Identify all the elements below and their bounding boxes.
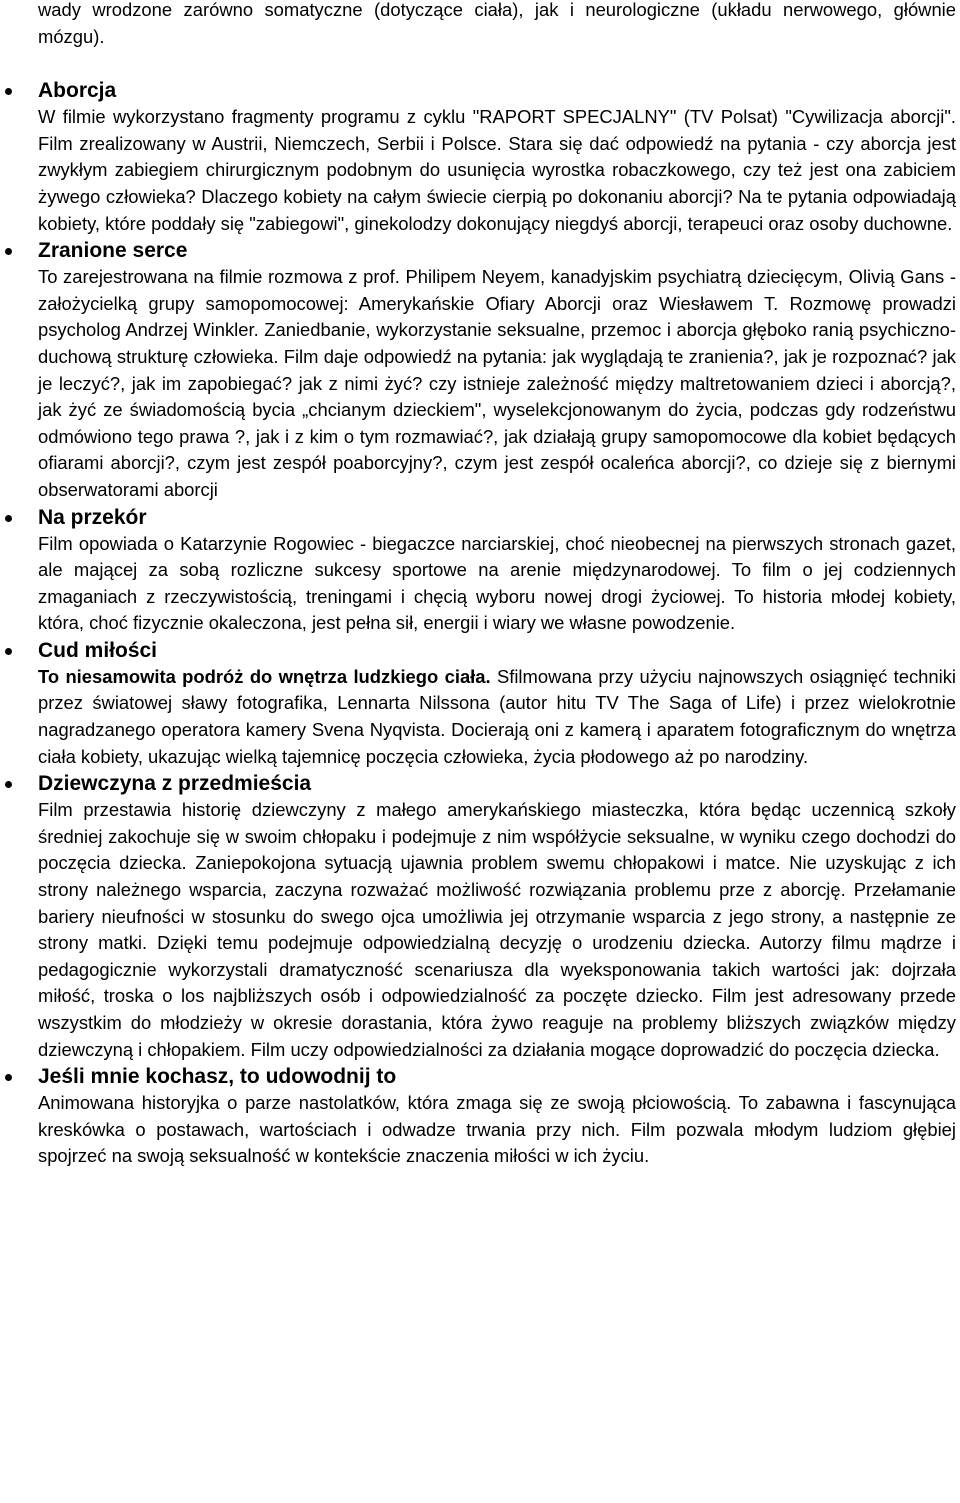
list-item-na-przekor	[38, 504, 956, 637]
item-text: To zarejestrowana na filmie rozmowa z prof. Philipem Neyem, kanadyjskim psychiatrą dziecięcym, Olivią Gans - założycielką grupy samopomocowej: Amerykańskie Ofiary Aborcji oraz Wiesławem T. Rozmowę prowadzi psycholog Andrzej Winkler. Zaniedbanie, wykorzystanie seksualne, przemoc i aborcja głęboko ranią psychiczno-duchową strukturę człowieka. Film daje odpowiedź na pytania: jak wyglądają te zranienia?, jak je rozpoznać? jak je leczyć?, jak im zapobiegać? jak z nimi żyć? czy istnieje zależność między maltretowaniem dzieci i aborcją?, jak żyć ze świadomością bycia „chcianym dzieckiem", wyselekcjonowanym do życia, podczas gdy rodzeństwu odmówiono tego prawa ?, jak i z kim o tym rozmawiać?, jak działają grupy samopomocowe dla kobiet będących ofiarami aborcji?, czym jest zespół poaborcyjny?, czym jest zespół ocaleńca aborcji?, co dzieje się z biernymi obserwatorami aborcji	[38, 266, 956, 500]
list-item-jesli-mnie-kochasz	[38, 1063, 956, 1170]
bullet-icon	[5, 781, 12, 788]
item-body	[38, 531, 956, 637]
bullet-icon	[5, 248, 12, 255]
item-title: Aborcja	[38, 79, 117, 103]
bullet-icon	[5, 88, 12, 95]
item-title: Zranione serce	[38, 239, 188, 263]
item-text: Film przestawia historię dziewczyny z małego amerykańskiego miasteczka, która będąc uczennicą szkoły średniej zakochuje się w swoim chłopaku i podejmuje z nim współżycie seksualne, w wyniku czego dochodzi do poczęcia dziecka. Zaniepokojona sytuacją ujawnia problem swemu chłopakowi i matce. Nie uzyskując z ich strony należnego wsparcia, zaczyna rozważać możliwość rozwiązania problemu prze z aborcję. Przełamanie bariery nieufności w stosunku do swego ojca umożliwia jej otrzymanie wsparcia z jego strony, a następnie ze strony matki. Dzięki temu podejmuje odpowiedzialną decyzję o urodzeniu dziecka. Autorzy filmu mądrze i pedagogicznie wykorzystali dramatyczność scenariusza dla wyeksponowania takich wartości jak: dojrzała miłość, troska o los najbliższych osób i odpowiedzialność za poczęte dziecko. Film jest adresowany przede wszystkim do młodzieży w okresie dorastania, która żywo reaguje na problemy bliższych związków między dziewczyną i chłopakiem. Film uczy odpowiedzialności za działania mogące doprowadzić do poczęcia dziecka.	[38, 799, 956, 1060]
bullet-icon	[5, 648, 12, 655]
item-text: Sfilmowana przy użyciu najnowszych osiągnięć techniki przez światowej sławy fotografika, Lennarta Nilssona (autor hitu TV The Saga of Life) i przez wielokrotnie nagradzanego operatora kamery Svena Nyqvista. Docierają oni z kamerą i aparatem fotograficznym do wnętrza ciała kobiety, ukazując wielką tajemnicę poczęcia człowieka, życia płodowego aż po narodziny.	[38, 665, 956, 767]
item-text: Animowana historyjka o parze nastolatków, która zmaga się ze swoją płciowością. To zabawna i fascynująca kreskówka o postawach, wartościach i odwadze trwania przy nich. Film pozwala młodym ludziom głębiej spojrzeć na swoją seksualność w kontekście znaczenia miłości w ich życiu.	[38, 1092, 956, 1167]
item-text: Film opowiada o Katarzynie Rogowiec - biegaczce narciarskiej, choć nieobecnej na pierwszych stronach gazet, ale mającej za sobą rozliczne sukcesy sportowe na arenie międzynarodowej. To film o jej codziennych zmaganiach z rzeczywistością, treningami i chęcią wyboru nowej drogi życiowej. To historia młodej kobiety, która, choć fizycznie okaleczona, jest pełna sił, energii i wiary we własne powodzenie.	[38, 532, 956, 634]
item-lead: To niesamowita podróż do wnętrza ludzkiego ciała.	[38, 665, 491, 687]
item-title: Dziewczyna z przedmieścia	[38, 772, 312, 796]
bullet-icon	[5, 515, 12, 522]
item-body	[38, 797, 956, 1063]
item-text: W filmie wykorzystano fragmenty programu z cyklu "RAPORT SPECJALNY" (TV Polsat) "Cywilizacja aborcji". Film zrealizowany w Austrii, Niemczech, Serbii i Polsce. Stara się dać odpowiedź na pytania - czy aborcja jest zwykłym zabiegiem chirurgicznym podobnym do usunięcia wyrostka robaczkowego, czy też jest ona zabiciem żywego człowieka? Dlaczego kobiety na całym świecie cierpią po dokonaniu aborcji? Na te pytania odpowiadają kobiety, które poddały się "zabiegowi", ginekolodzy dokonujący niegdyś aborcji, terapeuci oraz osoby duchowne.	[38, 106, 956, 234]
item-body	[38, 664, 956, 770]
list-item-aborcja	[38, 77, 956, 237]
item-title: Cud miłości	[38, 638, 158, 662]
item-title: Jeśli mnie kochasz, to udowodnij to	[38, 1065, 397, 1089]
list-item-dziewczyna-z-przedmiescia	[38, 770, 956, 1063]
list-item-zranione-serce	[38, 237, 956, 503]
item-title: Na przekór	[38, 505, 147, 529]
item-body	[38, 104, 956, 237]
bullet-icon	[5, 1074, 12, 1081]
list-item-cud-milosci	[38, 637, 956, 770]
item-body	[38, 264, 956, 503]
item-body	[38, 1090, 956, 1170]
intro-paragraph: wady wrodzone zarówno somatyczne (dotyczące ciała), jak i neurologiczne (układu nerwowego, głównie mózgu).	[38, 0, 956, 47]
